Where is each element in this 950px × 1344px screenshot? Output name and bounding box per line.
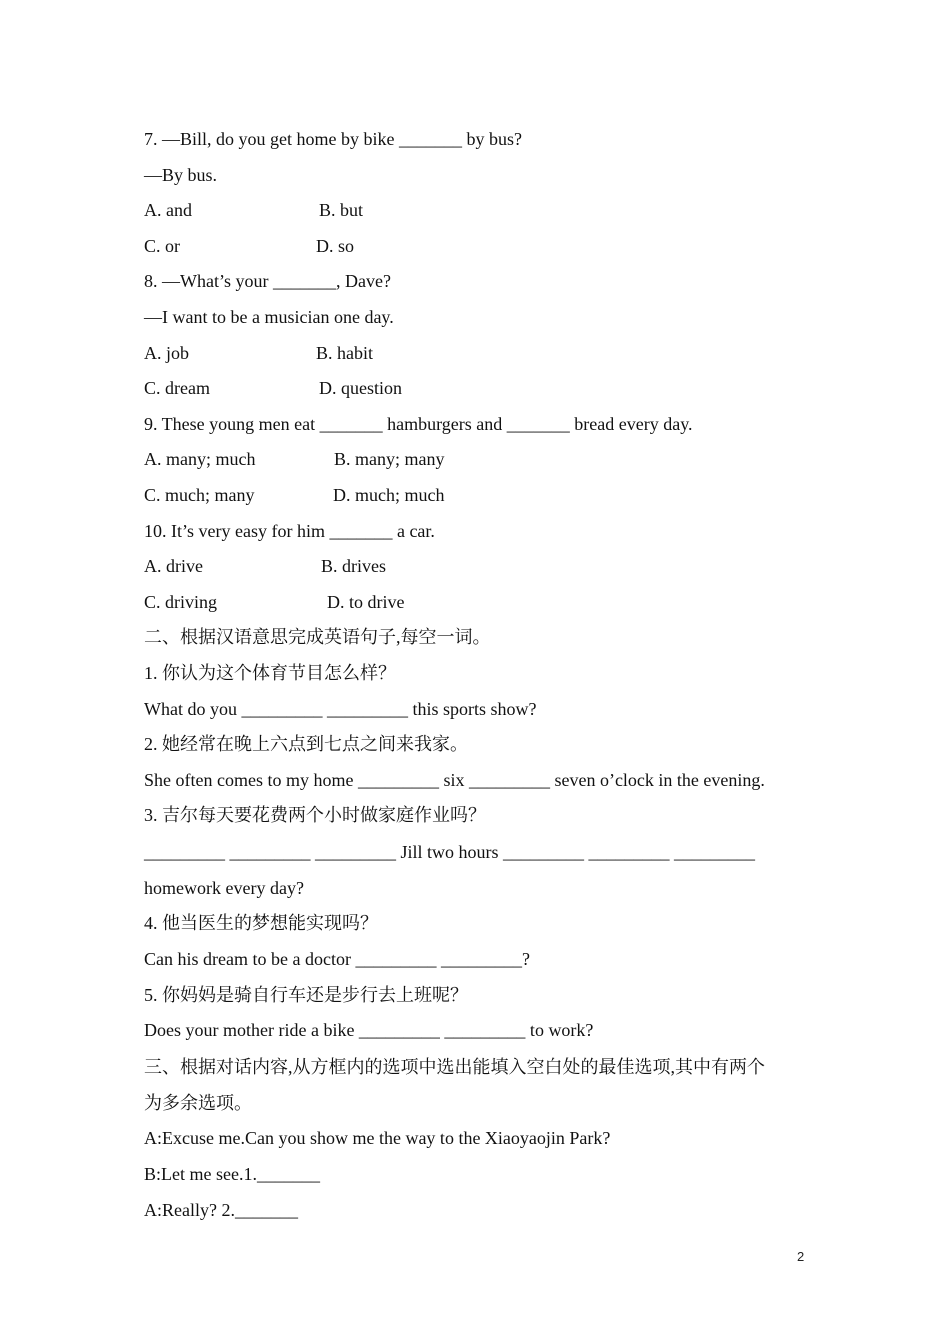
option-c: C. much; many: [144, 484, 255, 505]
option-b: B. habit: [316, 342, 373, 363]
option-b: B. but: [319, 200, 364, 221]
translation-item-1-cn: 1. 你认为这个体育节目怎么样？: [144, 662, 396, 683]
question-7-reply: —By bus.: [144, 164, 218, 185]
translation-item-3-en: _________ _________ _________ Jill two hours _________ _________ _________: [144, 841, 756, 862]
page-number: 2: [797, 1249, 805, 1264]
question-10-options-ab: [144, 549, 824, 585]
option-d: D. much; much: [333, 484, 445, 505]
translation-item-3-cn: 3. 吉尔每天要花费两个小时做家庭作业吗？: [144, 805, 486, 826]
question-8-options-ab: [144, 336, 824, 372]
translation-item-1-en: What do you _________ _________ this sports show?: [144, 698, 537, 719]
option-a: A. job: [144, 342, 189, 363]
translation-item-4-en: Can his dream to be a doctor _________ _________?: [144, 949, 530, 970]
dialogue-line-1: A:Excuse me.Can you show me the way to the Xiaoyaojin Park?: [144, 1128, 611, 1149]
question-8-reply: —I want to be a musician one day.: [144, 306, 394, 327]
option-c: C. driving: [144, 591, 218, 612]
section-3-heading-line-2: 为多余选项。: [144, 1092, 252, 1113]
question-8-options-cd: [144, 371, 824, 407]
option-b: B. many; many: [334, 449, 445, 470]
translation-item-2-cn: 2. 她经常在晚上六点到七点之间来我家。: [144, 734, 468, 755]
question-9-options-ab: [144, 442, 824, 478]
question-7: 7. —Bill, do you get home by bike _______ by bus?: [144, 129, 522, 149]
option-d: D. question: [319, 378, 402, 399]
option-a: A. drive: [144, 556, 203, 577]
dialogue-line-3: A:Really? 2._______: [144, 1199, 298, 1220]
translation-item-3-en-cont: homework every day?: [144, 877, 304, 898]
option-a: A. and: [144, 200, 192, 221]
translation-item-4-cn: 4. 他当医生的梦想能实现吗？: [144, 913, 378, 934]
question-9-options-cd: [144, 478, 824, 514]
option-d: D. so: [316, 235, 355, 256]
page-content: [144, 122, 824, 1228]
option-b: B. drives: [321, 556, 386, 577]
question-9: 9. These young men eat _______ hamburgers and _______ bread every day.: [144, 413, 693, 434]
option-d: D. to drive: [327, 591, 405, 612]
option-c: C. dream: [144, 378, 210, 399]
section-3-heading-line-1: 三、根据对话内容,从方框内的选项中选出能填入空白处的最佳选项,其中有两个: [144, 1056, 765, 1077]
option-c: C. or: [144, 235, 180, 256]
section-2-heading: 二、根据汉语意思完成英语句子,每空一词。: [144, 627, 491, 648]
translation-item-5-cn: 5. 你妈妈是骑自行车还是步行去上班呢？: [144, 984, 468, 1005]
question-7-options-cd: [144, 229, 824, 265]
translation-item-2-en: She often comes to my home _________ six _________ seven o’clock in the evening.: [144, 769, 765, 790]
question-8: 8. —What’s your _______, Dave?: [144, 271, 391, 292]
option-a: A. many; much: [144, 449, 256, 470]
question-10: 10. It’s very easy for him _______ a car.: [144, 520, 435, 541]
translation-item-5-en: Does your mother ride a bike _________ _________ to work?: [144, 1020, 594, 1041]
dialogue-line-2: B:Let me see.1._______: [144, 1164, 320, 1185]
question-10-options-cd: [144, 585, 824, 621]
question-7-options-ab: [144, 193, 824, 229]
